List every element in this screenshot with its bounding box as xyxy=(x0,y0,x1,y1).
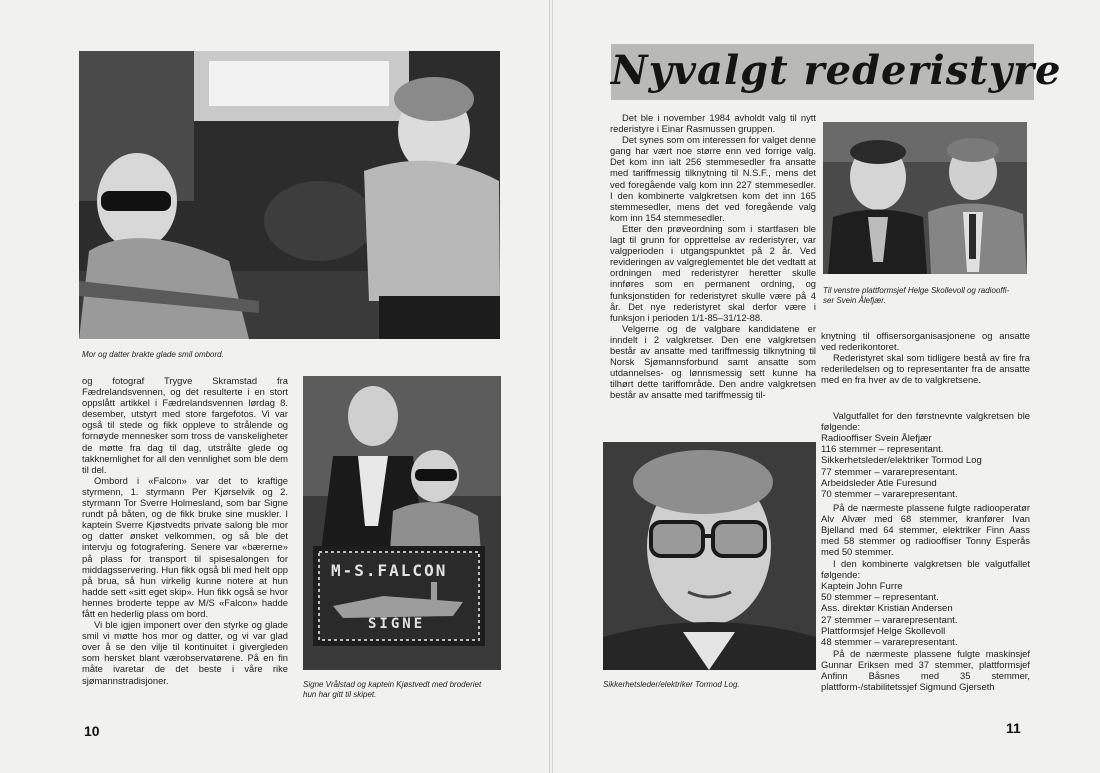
caption-line-2: ser Svein Ålefjær. xyxy=(823,296,886,305)
photo-mother-daughter xyxy=(79,51,500,339)
col2-runners-up-1 xyxy=(821,502,1030,557)
caption-portrait: Sikkerhetsleder/elektriker Tormod Log. xyxy=(603,680,740,689)
results-first-district xyxy=(821,433,982,500)
result-line: Sikkerhetsleder/elektriker Tormod Log xyxy=(821,455,982,467)
right-paragraph-1: Det ble i november 1984 avholdt valg til nytt rederistyre i Einar Rasmussen gruppen. xyxy=(610,112,816,135)
col2-runners-up-2 xyxy=(821,648,1030,692)
page-number-right: 11 xyxy=(1006,720,1021,736)
caption-mother-daughter: Mor og datter brakte glade smil ombord. xyxy=(82,350,224,359)
right-paragraph-3: Etter den prøveordning som i startfasen ble lagt til grunn for opprettelse av rederistyrer, var valgperioden i utgangspunktet på 2 år. Ved revideringen av valgreglementet ble det vedtatt at ordningen med rederistyrer heretter skulle innføres som en permanent ordning, og funksjonstiden for rederistyret skulle være på 4 år. Det nye rederistyret skal derfor være i funksjon i perioden 1/1-85–31/12-88. xyxy=(610,222,816,323)
results-combined-district xyxy=(821,581,958,648)
caption-line-1: Til venstre plattformsjef Helge Skollevoll og radiooffi- xyxy=(823,286,1010,295)
left-page xyxy=(0,0,549,773)
col2-paragraph-3: Valgutfallet for den førstnevnte valgkretsen ble følgende: xyxy=(821,410,1030,433)
caption-captain-signe xyxy=(303,680,503,700)
result-line: Plattformsjef Helge Skollevoll xyxy=(821,625,946,637)
photo-portrait-man xyxy=(603,442,816,670)
page-number-left: 10 xyxy=(84,723,100,739)
col2-paragraph-5: I den kombinerte valgkretsen ble valgutfallet følgende: xyxy=(821,558,1030,581)
photo-portrait-man-image xyxy=(603,442,816,670)
col2-result-intro xyxy=(821,410,1030,432)
left-paragraph-1: og fotograf Trygve Skramstad fra Fædrelandsvennen, og det resulterte i en stort oppslått artikkel i Fædrelandsvennen lørdag 8. desember, utstyrt med store fargefotos. Vi var også til stede og fikk oppleve to strålende og fornøyde mennesker som tross de vanskeligheter de møtte fra dag til dag, utstrålte glede og takknemlighet for all den vennlighet som ble dem til del. xyxy=(82,375,288,475)
col2-paragraph-4: På de nærmeste plassene fulgte radiooperatør Alv Alvær med 68 stemmer, kranfører Ivan Bjelland med 64 stemmer, elektriker Finn Aass med 58 stemmer og radiooffiser Tonny Esperås med 50 stemmer. xyxy=(821,502,1030,558)
photo-mother-daughter-image xyxy=(79,51,500,339)
left-paragraph-3: Vi ble igjen imponert over den styrke og glade smil vi møtte hos mor og datter, og vi var glad over å se den vilje til kontinuitet i givergleden som hersket blant værobservatørene. På en fin måte ivaretar de det beste i våre rike sjømannstradisjoner. xyxy=(82,619,288,686)
result-line: Ass. direktør Kristian Andersen xyxy=(821,603,953,615)
photo-captain-signe xyxy=(303,376,501,670)
right-paragraph-2: Det synes som om interessen for valget denne gang har vært noe større enn ved forrige valg. Det kom inn ialt 256 stemmesedler fra ansatte med tariffmessig tilknytning til N.S.F., mens det ved foregående valg kom inn 227 stemmesedler. I den kombinerte valgkretsen kom det inn 165 stemmesedler, mens det ved foregående valg kom inn 154 stemmesedler. xyxy=(610,134,816,223)
right-article-column-1 xyxy=(610,112,816,400)
result-line: 27 stemmer – vararepresentant. xyxy=(821,614,958,626)
embroidery-text-falcon: M-S.FALCON xyxy=(331,561,448,580)
result-line: 70 stemmer – vararepresentant. xyxy=(821,489,958,501)
result-line: Arbeidsleder Atle Furesund xyxy=(821,477,937,489)
title-band xyxy=(611,44,1062,100)
caption-line-2: hun har gitt til skipet. xyxy=(303,690,377,699)
caption-line-1: Signe Vrålstad og kaptein Kjøstvedt med broderiet xyxy=(303,680,482,689)
left-article-column xyxy=(82,375,288,686)
photo-two-men xyxy=(823,122,1027,274)
result-line: 48 stemmer – vararepresentant. xyxy=(821,637,958,649)
embroidery-text-signe: SIGNE xyxy=(368,616,426,632)
right-page xyxy=(553,0,1100,773)
page-title: Nyvalgt rederistyre xyxy=(611,47,1062,94)
col2-paragraph-1: knytning til offisersorganisasjonene og ansatte ved rederikontoret. xyxy=(821,330,1030,353)
caption-two-men xyxy=(823,286,1033,306)
result-line: 77 stemmer – vararepresentant. xyxy=(821,466,958,478)
right-paragraph-4: Velgerne og de valgbare kandidatene er inndelt i 2 valgkretser. Den ene valgkretsen består av ansatte med tariffmessig tilknytning til Norsk Sjømannsforbund samt ansatte som utdannelses- og lønnsmessig sett kunne ha tilhørt dette tariffområde. Den andre valgkretsen består av ansatte med tariffmessig til- xyxy=(610,322,816,401)
result-line: Radiooffiser Svein Ålefjær xyxy=(821,433,932,444)
photo-two-men-image xyxy=(823,122,1027,274)
result-line: Kaptein John Furre xyxy=(821,581,903,592)
right-article-column-2 xyxy=(821,330,1030,385)
col2-paragraph-2: Rederistyret skal som tidligere bestå av fire fra rederiledelsen og to representanter fra de ansatte med en fra hver av de to valgkretsene. xyxy=(821,352,1030,386)
result-line: 50 stemmer – representant. xyxy=(821,592,939,604)
col2-paragraph-6: På de nærmeste plassene fulgte maskinsjef Gunnar Eriksen med 37 stemmer, plattformsjef Anfinn Båsnes med 35 stemmer, plattform-/stabilitetssjef Sigmund Gjerseth xyxy=(821,648,1030,693)
result-line: 116 stemmer – representant. xyxy=(821,444,944,456)
col2-combined-intro xyxy=(821,558,1030,580)
left-paragraph-2: Ombord i «Falcon» var det to kraftige styrmenn, 1. styrmann Per Kjørselvik og 2. styrmann Tor Sverre Holmesland, som bar Signe rundt på båten, og de fikk bruke sine muskler. I kaptein Sverre Kjøstvedts private salong ble mor og datter ønsket velkommen, og så ble det intervju og fotografering. Senere var «bærerne» på plass for transport til spisesalongen for middagsservering. Hun fikk også bli med helt opp på brua, så hun virkelig kunne notere at hun hadde sett «sitt eget skip». Hun fikk også se hvor hennes broderte teppe av M/S «Falcon» hadde fått en hederlig plass om bord. xyxy=(82,474,288,619)
